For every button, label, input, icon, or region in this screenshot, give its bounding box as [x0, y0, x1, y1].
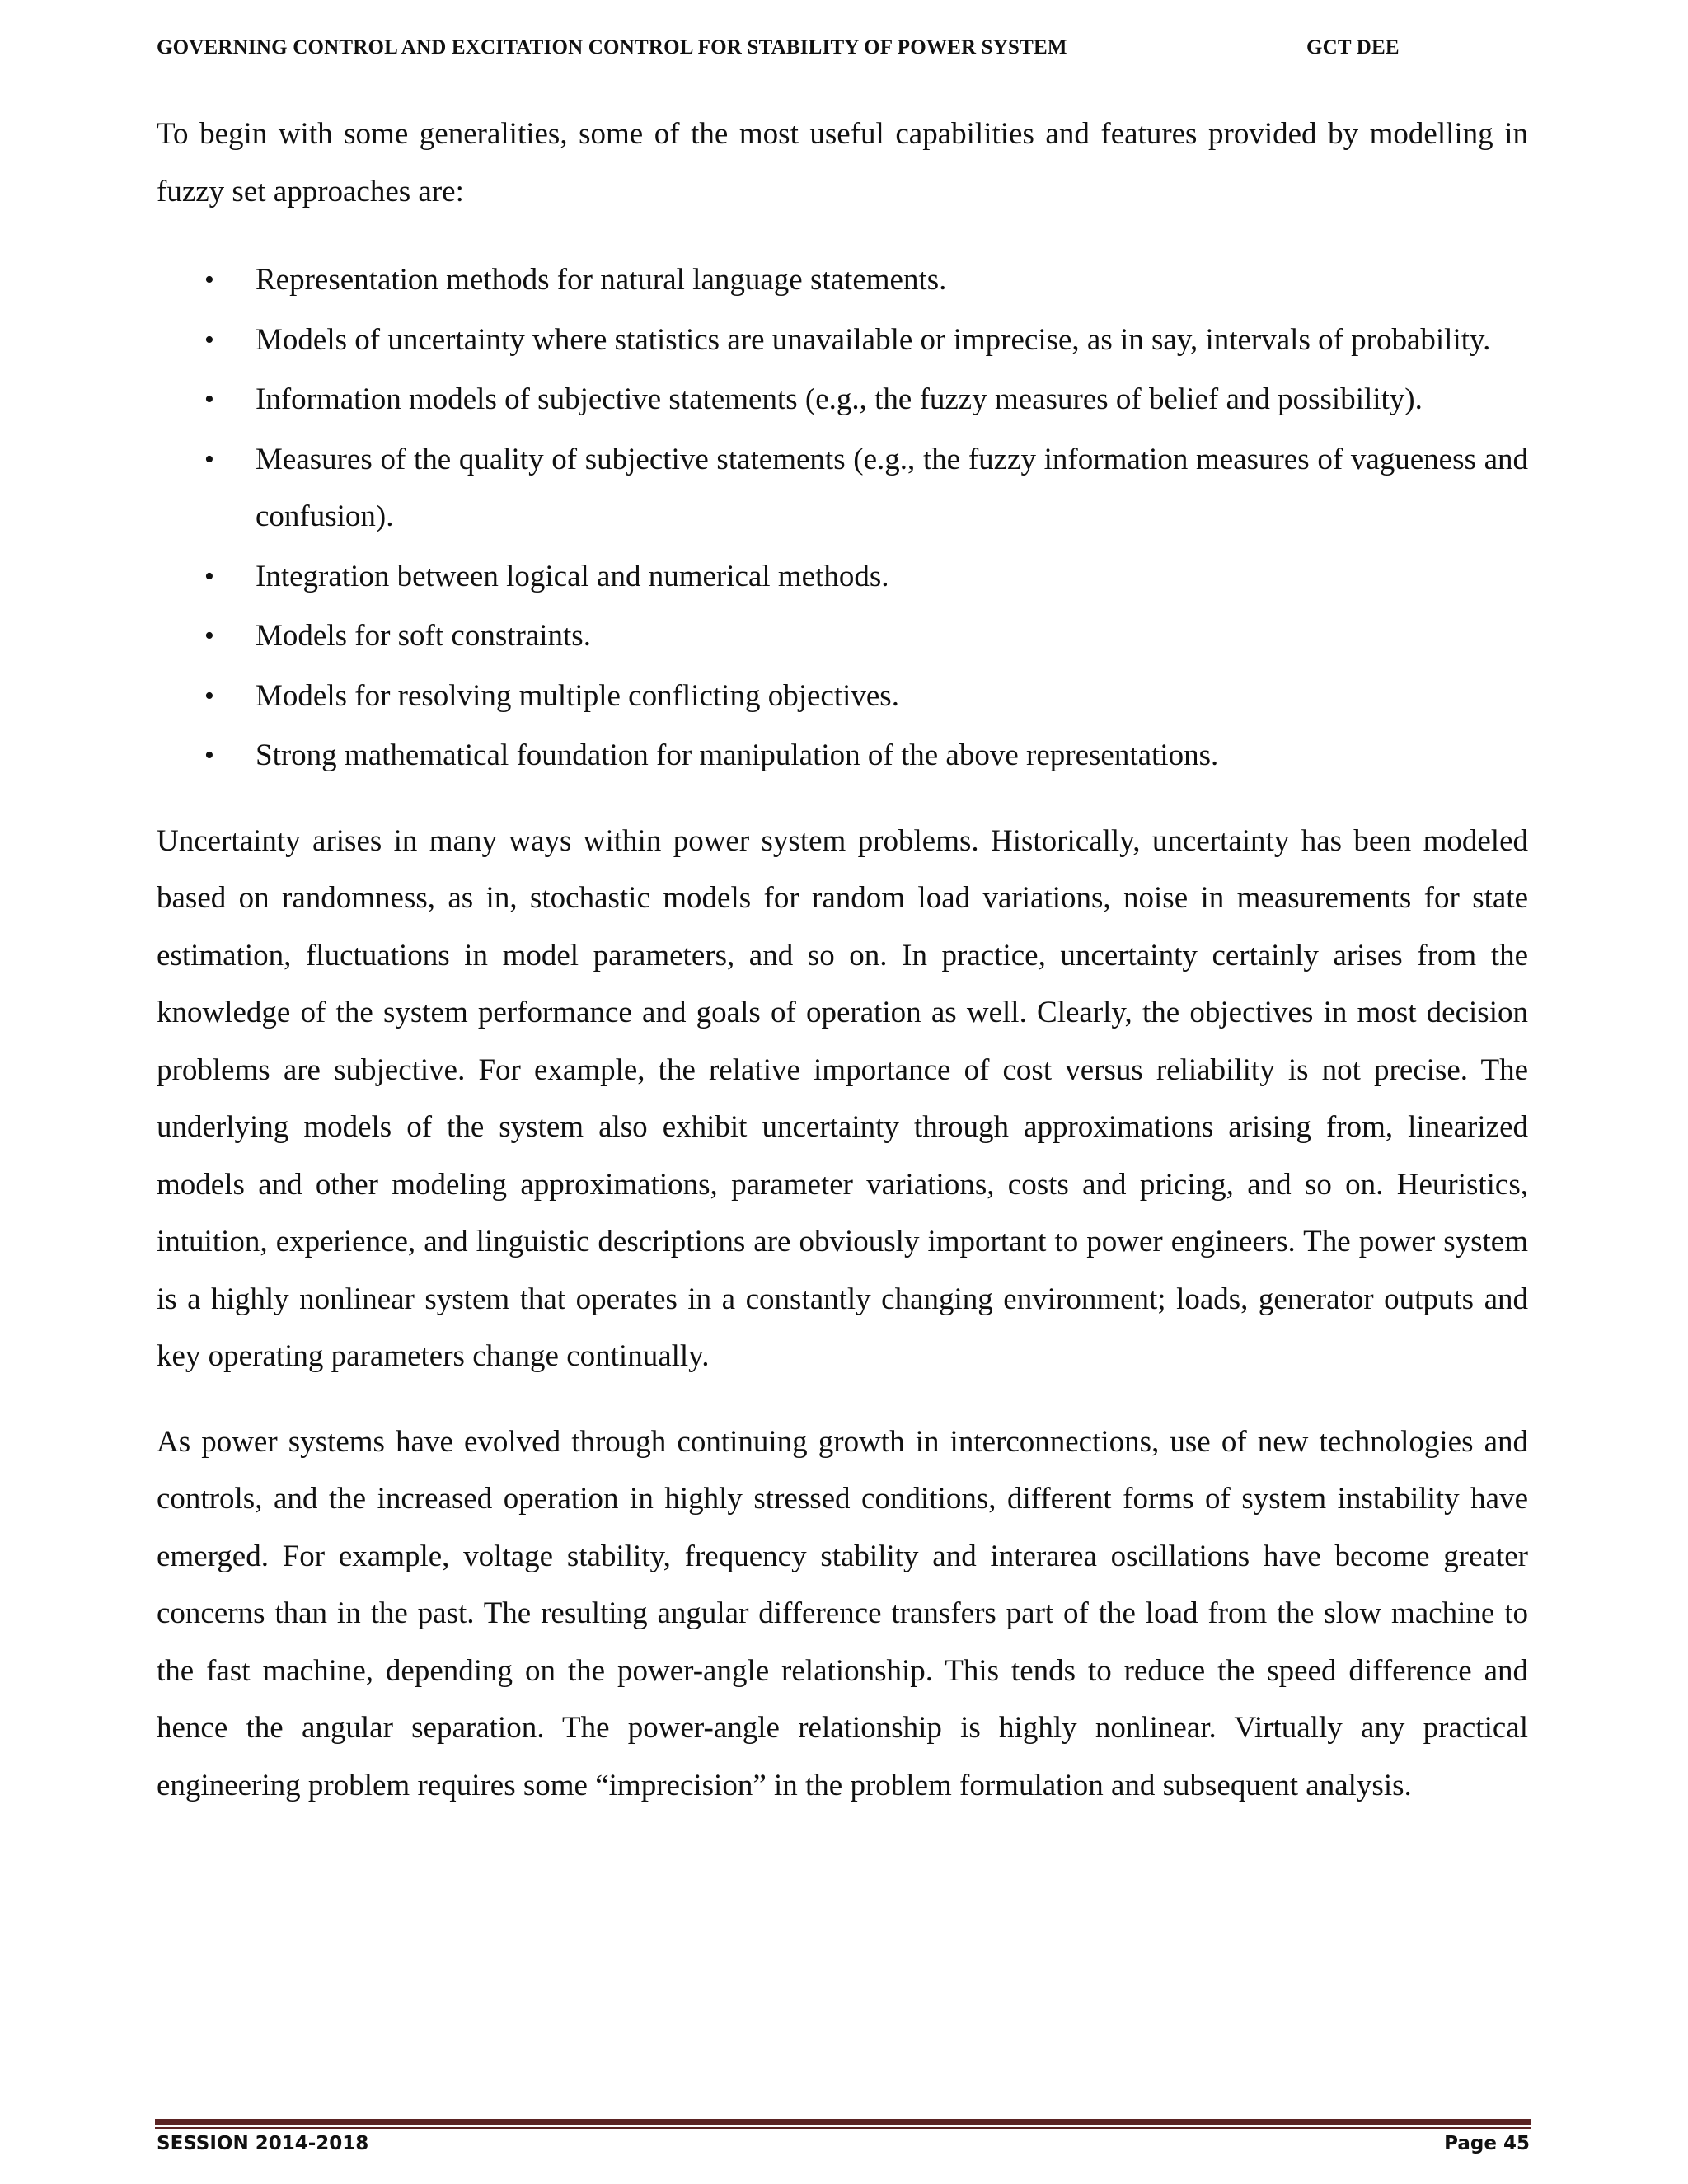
list-item	[204, 251, 1528, 309]
list-item	[204, 727, 1528, 785]
list-item	[204, 371, 1528, 429]
list-item-text: Strong mathematical foundation for manipulation of the above representations.	[256, 738, 1219, 772]
bullet-icon: •	[204, 443, 214, 475]
list-item	[204, 548, 1528, 606]
bullet-icon: •	[204, 680, 214, 711]
bullet-icon: •	[204, 560, 214, 592]
footer-rule-thick	[155, 2119, 1531, 2125]
list-item	[204, 668, 1528, 725]
bullet-list	[157, 251, 1528, 785]
bullet-icon: •	[204, 384, 214, 415]
uncertainty-paragraph: Uncertainty arises in many ways within power system problems. Historically, uncertainty has been modeled based on randomness, as in, stochastic models for random load variations, noise in measurements for state estimation, fluctuations in model parameters, and so on. In practice, uncertainty certainly arises from the knowledge of the system performance and goals of operation as well. Clearly, the objectives in most decision problems are subjective. For example, the relative importance of cost versus reliability is not precise. The underlying models of the system also exhibit uncertainty through approximations arising from, linearized models and other modeling approximations, parameter variations, costs and pricing, and so on. Heuristics, intuition, experience, and linguistic descriptions are obviously important to power engineers. The power system is a highly nonlinear system that operates in a constantly changing environment; loads, generator outputs and key operating parameters change continually.	[157, 823, 1528, 1373]
footer-session: SESSION 2014-2018	[157, 2133, 369, 2154]
bullet-icon: •	[204, 324, 214, 355]
bullet-icon: •	[204, 265, 214, 295]
list-item-text: Models of uncertainty where statistics are unavailable or imprecise, as in say, intervals of probability.	[256, 322, 1491, 357]
list-item	[204, 607, 1528, 665]
list-item-text: Representation methods for natural language statements.	[256, 263, 947, 297]
footer-rule-thin	[155, 2127, 1531, 2129]
bullet-icon: •	[204, 740, 214, 771]
list-item-text: Integration between logical and numerical methods.	[256, 559, 889, 593]
list-item-text: Information models of subjective statements (e.g., the fuzzy measures of belief and possibility).	[256, 382, 1423, 416]
footer-page-number: Page 45	[1444, 2133, 1530, 2154]
bullet-icon: •	[204, 621, 214, 651]
header-department: GCT DEE	[1306, 36, 1400, 59]
power-systems-paragraph: As power systems have evolved through continuing growth in interconnections, use of new technologies and controls, and the increased operation in highly stressed conditions, different forms of system instability have emerged. For example, voltage stability, frequency stability and interarea oscillations have become greater concerns than in the past. The resulting angular difference transfers part of the load from the slow machine to the fast machine, depending on the power-angle relationship. This tends to reduce the speed difference and hence the angular separation. The power-angle relationship is highly nonlinear. Virtually any practical engineering problem requires some “imprecision” in the problem formulation and subsequent analysis.	[157, 1424, 1528, 1802]
intro-paragraph: To begin with some generalities, some of the most useful capabilities and features provided by modelling in fuzzy set approaches are:	[157, 117, 1528, 209]
page-header	[157, 36, 1409, 69]
header-title: GOVERNING CONTROL AND EXCITATION CONTROL FOR STABILITY OF POWER SYSTEM	[157, 36, 1067, 59]
list-item-text: Measures of the quality of subjective statements (e.g., the fuzzy information measures of vagueness and confusion).	[256, 442, 1528, 533]
list-item-text: Models for soft constraints.	[256, 619, 591, 653]
list-item	[204, 312, 1528, 369]
list-item	[204, 431, 1528, 546]
page-body	[157, 105, 1528, 1814]
list-item-text: Models for resolving multiple conflicting objectives.	[256, 678, 899, 713]
